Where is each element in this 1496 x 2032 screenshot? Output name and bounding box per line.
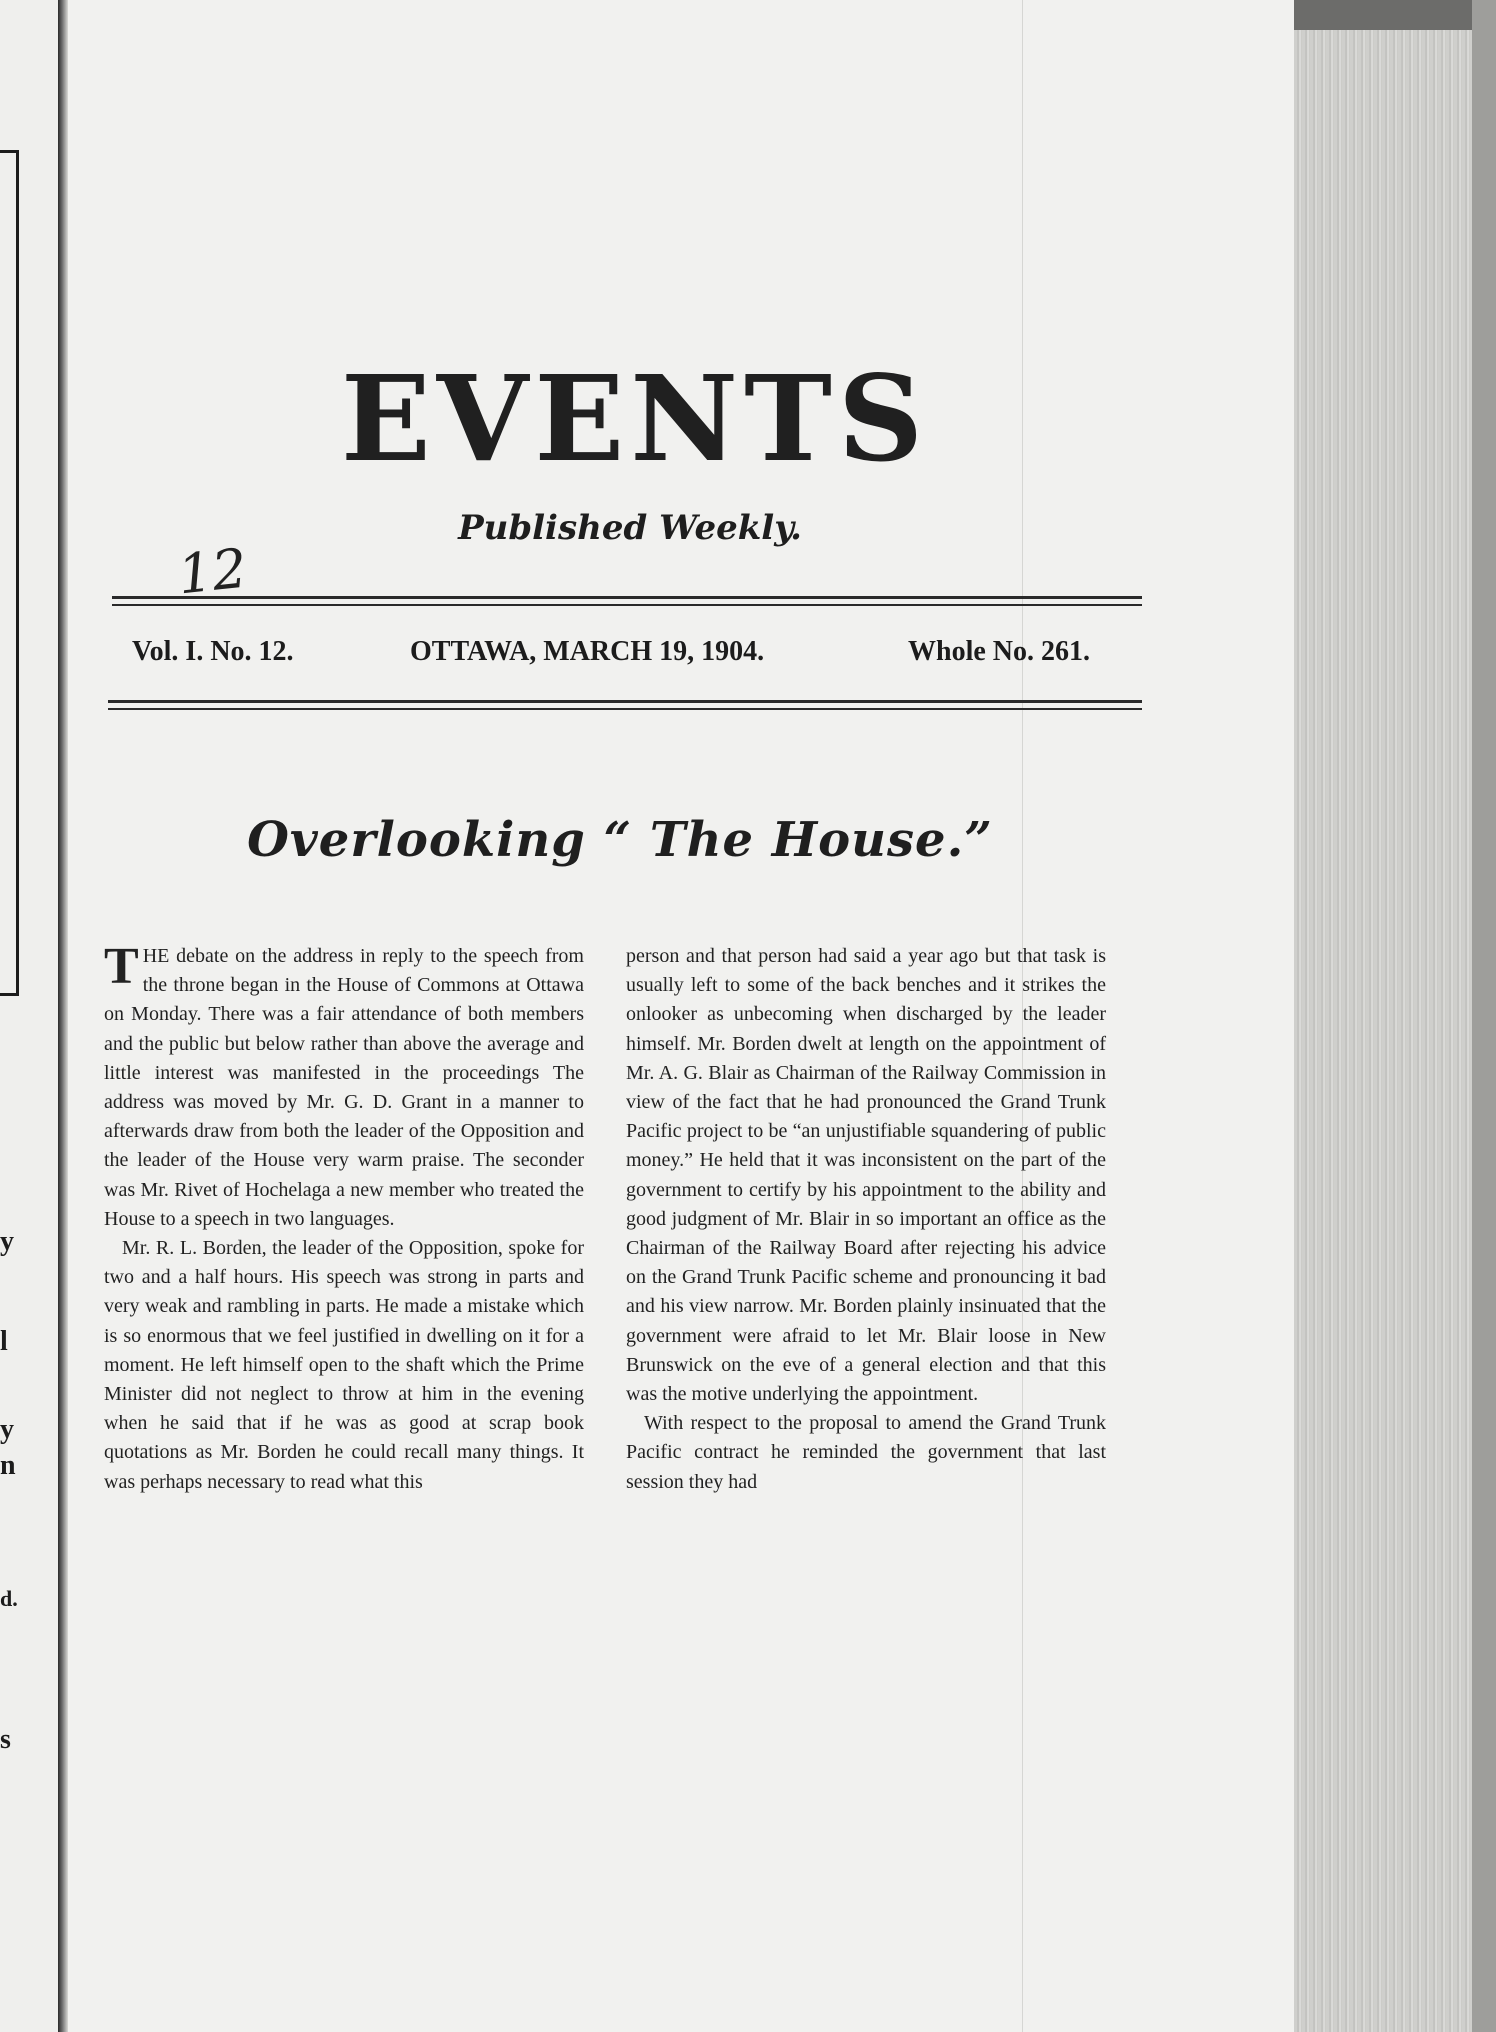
book-spine-edge: [1472, 0, 1496, 2032]
bottom-rule-thin: [108, 708, 1142, 710]
previous-page-frame: [0, 150, 19, 996]
handwritten-note: 12: [174, 536, 250, 607]
masthead-subtitle: Published Weekly.: [458, 508, 802, 548]
page-edges: [1294, 0, 1496, 2032]
article-paragraph: With respect to the proposal to amend the Grand Trunk Pacific contract he reminded the government that last session they had: [626, 1412, 1106, 1493]
article-paragraph: [104, 938, 584, 1234]
previous-page-letter: d.: [0, 1586, 18, 1611]
previous-page-letter: l: [0, 1326, 8, 1357]
article-headline: Overlooking “ The House.”: [247, 812, 993, 868]
article-column-right: [626, 942, 1106, 1497]
masthead-title: EVENTS: [340, 349, 930, 488]
article-paragraph: Mr. R. L. Borden, the leader of the Opposition, spoke for two and a half hours. His speech was strong in parts and very weak and rambling in parts. He made a mistake which is so enormous that we feel justified in dwelling on it for a moment. He left himself open to the shaft which the Prime Minister did not neglect to throw at him in the evening when he said that if he was as good at scrap book quotations as Mr. Borden he could recall many things. It was perhaps necessary to read what this: [104, 1237, 584, 1493]
top-rule: [112, 596, 1142, 599]
previous-page-letter: y: [0, 1226, 14, 1257]
bottom-rule: [108, 700, 1142, 703]
top-rule-thin: [112, 604, 1142, 606]
page-edges-top: [1294, 0, 1496, 30]
paragraph-text: HE debate on the address in reply to the speech from the throne began in the House of Commons at Ottawa on Monday. There was a fair attendance of both members and the public but below rather than above the average and little interest was manifested in the proceedings The address was moved by Mr. G. D. Grant in a manner to afterwards draw from both the leader of the Opposition and the leader of the House very warm praise. The seconder was Mr. Rivet of Hochelaga a new member who treated the House to a speech in two languages.: [104, 945, 584, 1230]
volume-number: Vol. I. No. 12.: [132, 636, 294, 667]
whole-number: Whole No. 261.: [908, 636, 1090, 667]
previous-page-letter: y: [0, 1414, 14, 1445]
binding-shadow: [58, 0, 68, 2032]
article-column-left: [104, 938, 584, 1497]
previous-page-letter: s: [0, 1724, 11, 1755]
drop-cap: T: [104, 938, 139, 995]
article-paragraph: person and that person had said a year ago but that task is usually left to some of the back benches and it strikes the onlooker as unbecoming when discharged by the leader himself. Mr. Borden dwelt at length on the appointment of Mr. A. G. Blair as Chairman of the Railway Commission in view of the fact that he had pronounced the Grand Trunk Pacific project to be “an unjustifiable squandering of public money.” He held that it was inconsistent on the part of the government to certify by his appointment to the ability and good judgment of Mr. Blair in so important an office as the Chairman of the Railway Board after rejecting his advice on the Grand Trunk Pacific scheme and pronouncing it bad and his view narrow. Mr. Borden plainly insinuated that the government were afraid to let Mr. Blair loose in New Brunswick on the eve of a general election and that this was the motive underlying the appointment.: [626, 945, 1106, 1406]
place-date: OTTAWA, MARCH 19, 1904.: [410, 636, 765, 667]
previous-page-letter: n: [0, 1450, 16, 1481]
